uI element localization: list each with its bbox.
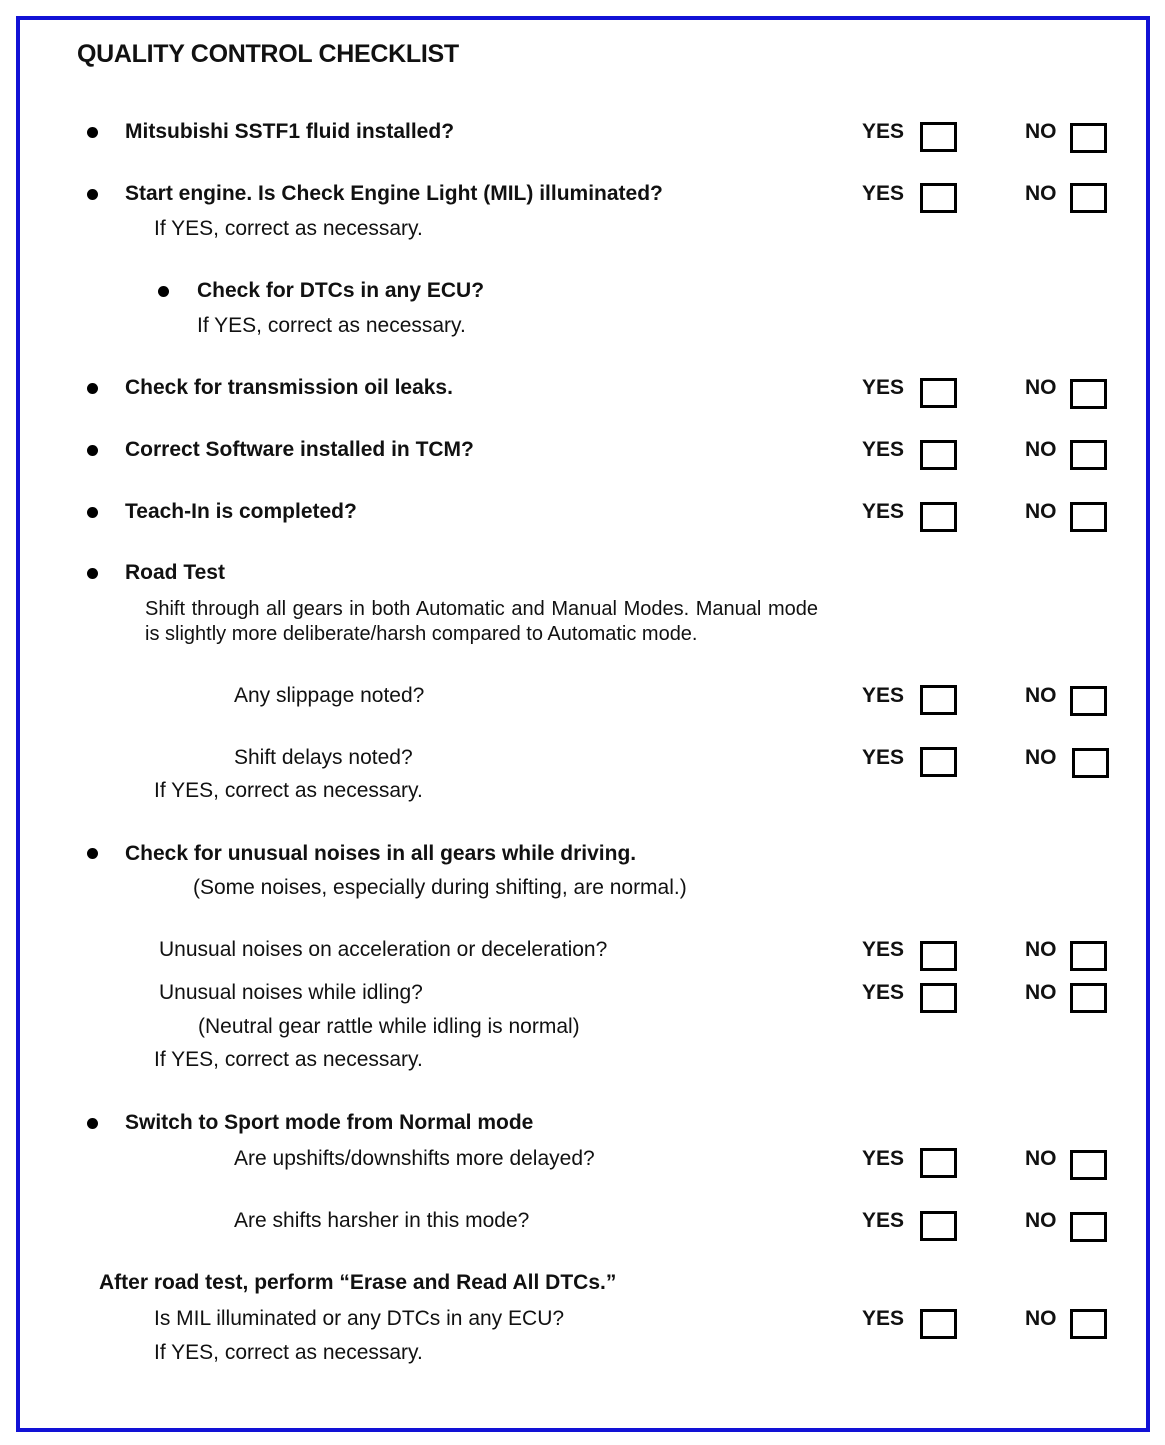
bullet (87, 127, 98, 138)
teachin-yes-checkbox[interactable] (920, 502, 957, 532)
engine-no-checkbox[interactable] (1070, 183, 1107, 213)
bullet (87, 445, 98, 456)
mil-yes-checkbox[interactable] (920, 1309, 957, 1339)
item-accel-noises: Unusual noises on acceleration or deceleration? (159, 938, 608, 961)
item-teachin: Teach-In is completed? (125, 500, 357, 523)
slippage-yes-checkbox[interactable] (920, 685, 957, 715)
after-road-test-heading: After road test, perform “Erase and Read All DTCs.” (99, 1271, 617, 1294)
dtc-note: If YES, correct as necessary. (197, 314, 466, 337)
upshifts-no-checkbox[interactable] (1070, 1150, 1107, 1180)
bullet (87, 189, 98, 200)
yes-label: YES (862, 376, 905, 399)
idle-description: (Neutral gear rattle while idling is normal) (198, 1015, 580, 1038)
yes-label: YES (862, 1209, 905, 1232)
bullet (158, 286, 169, 297)
item-fluid: Mitsubishi SSTF1 fluid installed? (125, 120, 455, 143)
leaks-no-checkbox[interactable] (1070, 379, 1107, 409)
accel-yes-checkbox[interactable] (920, 941, 957, 971)
no-label: NO (1025, 438, 1057, 461)
item-slippage: Any slippage noted? (234, 684, 425, 707)
engine-note: If YES, correct as necessary. (154, 217, 423, 240)
accel-no-checkbox[interactable] (1070, 941, 1107, 971)
no-label: NO (1025, 1147, 1057, 1170)
software-no-checkbox[interactable] (1070, 440, 1107, 470)
idle-no-checkbox[interactable] (1070, 983, 1107, 1013)
item-sport-mode: Switch to Sport mode from Normal mode (125, 1111, 534, 1134)
yes-label: YES (862, 684, 905, 707)
item-noises: Check for unusual noises in all gears while driving. (125, 842, 637, 865)
fluid-yes-checkbox[interactable] (920, 122, 957, 152)
no-label: NO (1025, 981, 1057, 1004)
road-test-description: Shift through all gears in both Automatic and Manual Modes. Manual mode is slightly more deliberate/harsh compared to Automatic mode. (145, 598, 818, 645)
no-label: NO (1025, 500, 1057, 523)
bullet (87, 568, 98, 579)
software-yes-checkbox[interactable] (920, 440, 957, 470)
noises-description: (Some noises, especially during shifting, are normal.) (193, 876, 687, 899)
mil-no-checkbox[interactable] (1070, 1309, 1107, 1339)
no-label: NO (1025, 1307, 1057, 1330)
item-harsh-shifts: Are shifts harsher in this mode? (234, 1209, 530, 1232)
yes-label: YES (862, 120, 905, 143)
fluid-no-checkbox[interactable] (1070, 123, 1107, 153)
yes-label: YES (862, 182, 905, 205)
road-test-note: If YES, correct as necessary. (154, 779, 423, 802)
no-label: NO (1025, 684, 1057, 707)
delays-no-checkbox[interactable] (1072, 748, 1109, 778)
page-title: QUALITY CONTROL CHECKLIST (77, 40, 459, 68)
no-label: NO (1025, 746, 1057, 769)
noises-note: If YES, correct as necessary. (154, 1048, 423, 1071)
bullet (87, 507, 98, 518)
yes-label: YES (862, 1307, 905, 1330)
bullet (87, 1118, 98, 1129)
no-label: NO (1025, 376, 1057, 399)
item-idle-noises: Unusual noises while idling? (159, 981, 423, 1004)
yes-label: YES (862, 500, 905, 523)
idle-yes-checkbox[interactable] (920, 983, 957, 1013)
item-upshifts: Are upshifts/downshifts more delayed? (234, 1147, 595, 1170)
bullet (87, 383, 98, 394)
item-mil-dtcs: Is MIL illuminated or any DTCs in any ECU? (154, 1307, 565, 1330)
leaks-yes-checkbox[interactable] (920, 378, 957, 408)
no-label: NO (1025, 1209, 1057, 1232)
item-shift-delays: Shift delays noted? (234, 746, 413, 769)
harsh-yes-checkbox[interactable] (920, 1211, 957, 1241)
item-road-test: Road Test (125, 561, 225, 584)
item-engine: Start engine. Is Check Engine Light (MIL) illuminated? (125, 182, 663, 205)
upshifts-yes-checkbox[interactable] (920, 1148, 957, 1178)
no-label: NO (1025, 938, 1057, 961)
item-software: Correct Software installed in TCM? (125, 438, 474, 461)
no-label: NO (1025, 182, 1057, 205)
item-dtc: Check for DTCs in any ECU? (197, 279, 485, 302)
yes-label: YES (862, 438, 905, 461)
yes-label: YES (862, 746, 905, 769)
yes-label: YES (862, 938, 905, 961)
slippage-no-checkbox[interactable] (1070, 686, 1107, 716)
delays-yes-checkbox[interactable] (920, 747, 957, 777)
bullet (87, 848, 98, 859)
engine-yes-checkbox[interactable] (920, 183, 957, 213)
teachin-no-checkbox[interactable] (1070, 502, 1107, 532)
yes-label: YES (862, 1147, 905, 1170)
no-label: NO (1025, 120, 1057, 143)
yes-label: YES (862, 981, 905, 1004)
mil-note: If YES, correct as necessary. (154, 1341, 423, 1364)
harsh-no-checkbox[interactable] (1070, 1212, 1107, 1242)
item-leaks: Check for transmission oil leaks. (125, 376, 453, 399)
